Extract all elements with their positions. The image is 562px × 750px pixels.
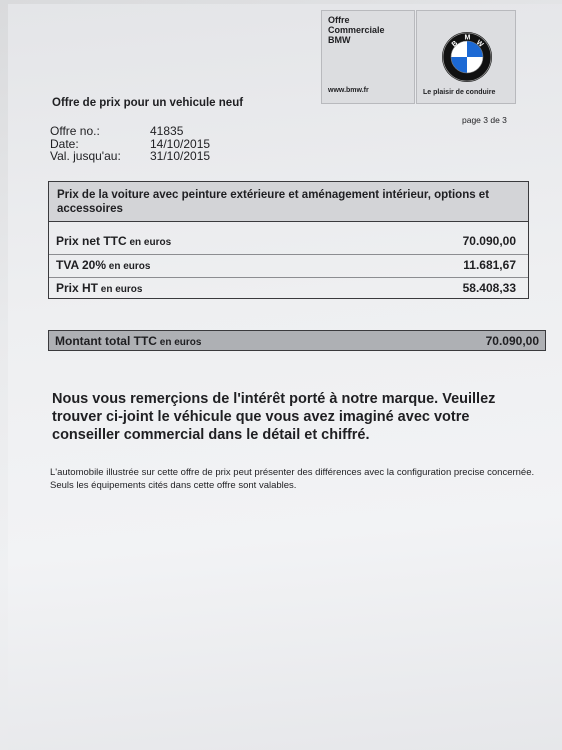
price-row-ht xyxy=(56,277,528,299)
price-box xyxy=(48,181,529,299)
meta-row-validity xyxy=(50,150,210,163)
price-value: 11.681,67 xyxy=(463,258,516,272)
meta-value: 14/10/2015 xyxy=(150,136,211,151)
bmw-logo-icon xyxy=(441,31,493,83)
price-row-tva xyxy=(56,254,528,276)
document-page xyxy=(8,4,562,750)
svg-text:W: W xyxy=(474,39,485,49)
price-value: 70.090,00 xyxy=(462,234,516,248)
svg-text:M: M xyxy=(464,34,471,42)
offer-meta xyxy=(50,125,210,163)
logo-box xyxy=(416,10,516,104)
page-number: page 3 de 3 xyxy=(462,115,507,125)
total-label: Montant total TTC xyxy=(55,333,157,348)
meta-value: 41835 xyxy=(150,124,184,138)
meta-value: 31/10/2015 xyxy=(150,149,211,163)
total-bar xyxy=(48,330,546,351)
brand-slogan: Le plaisir de conduire xyxy=(423,89,496,96)
document-heading: Offre de prix pour un vehicule neuf xyxy=(52,97,244,109)
price-value: 58.408,33 xyxy=(462,281,516,295)
price-row-net-ttc xyxy=(56,230,528,252)
meta-row-offer xyxy=(50,125,210,138)
thank-you-message: Nous vous remerçions de l'intérêt porté à notre marque. Veuillez trouver ci-joint le véhicule que vous avez imaginé avec votre conseiller commercial dans le détail et chiffré. xyxy=(52,391,496,443)
price-label: Prix HT xyxy=(56,281,99,295)
price-box-title: Prix de la voiture avec peinture extérieure et aménagement intérieur, options et accessoires xyxy=(49,182,528,222)
price-label: Prix net TTC xyxy=(56,234,127,248)
brand-box xyxy=(321,10,415,104)
total-value: 70.090,00 xyxy=(485,333,539,348)
meta-label: Val. jusqu'au: xyxy=(50,149,121,163)
svg-text:B: B xyxy=(450,39,460,49)
price-unit: en euros xyxy=(126,237,172,248)
price-unit: en euros xyxy=(98,284,143,295)
total-unit: en euros xyxy=(156,336,202,348)
brand-box-title: Offre Commerciale BMW xyxy=(328,15,385,45)
meta-label: Date: xyxy=(50,136,79,151)
price-unit: en euros xyxy=(106,261,151,272)
brand-url: www.bmw.fr xyxy=(328,87,369,94)
price-label: TVA 20% xyxy=(56,258,107,272)
meta-label: Offre no.: xyxy=(50,124,100,138)
disclaimer-text: L'automobile illustrée sur cette offre de prix peut présenter des différences avec la configuration precise concernée. Seuls les équipements cités dans cette offre sont valables. xyxy=(50,467,535,491)
